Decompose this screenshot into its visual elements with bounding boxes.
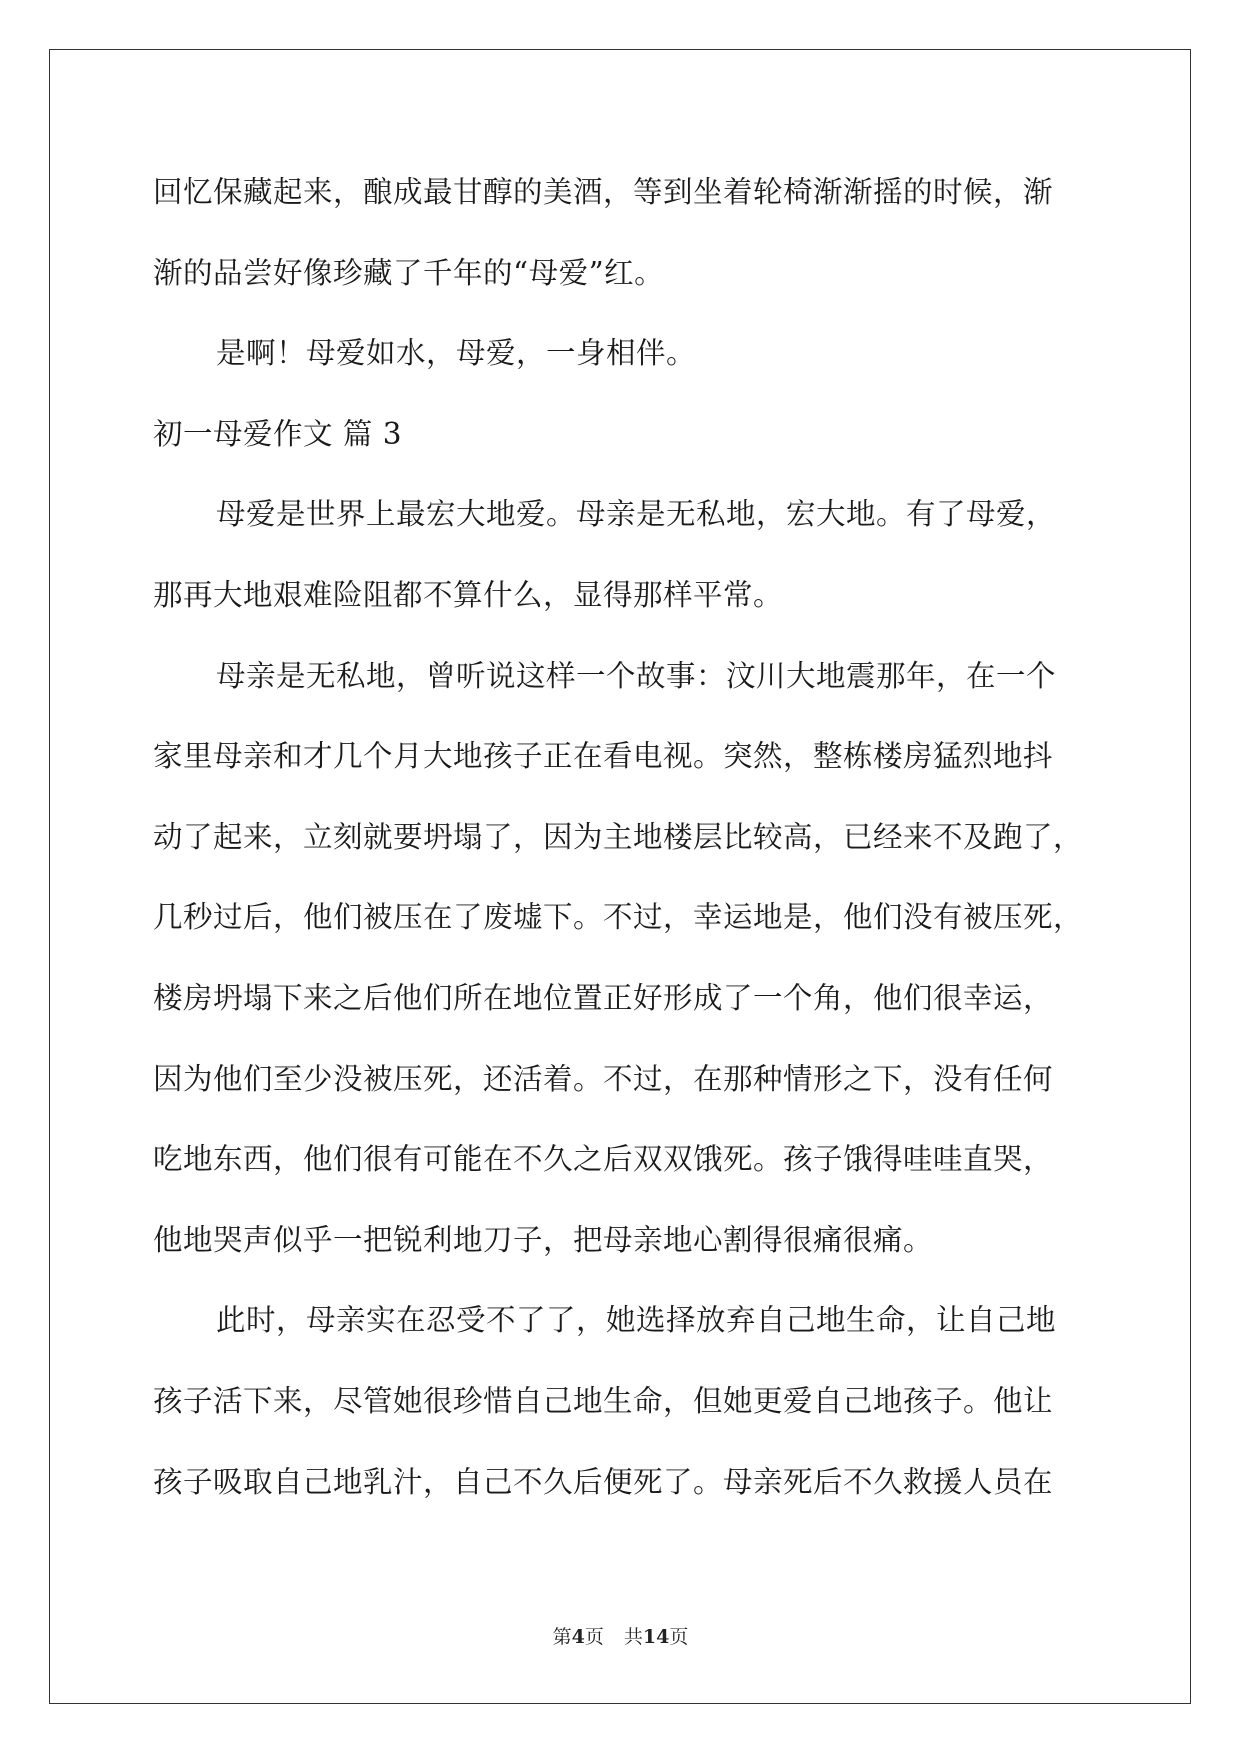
paragraph-line: 吃地东西，他们很有可能在不久之后双双饿死。孩子饿得哇哇直哭， (153, 1142, 1054, 1177)
paragraph-line: 渐的品尝好像珍藏了千年的“母爱”红。 (153, 255, 665, 290)
document-body (153, 152, 1113, 1522)
page-footer (0, 1622, 1241, 1649)
paragraph-line: 他地哭声似乎一把锐利地刀子，把母亲地心割得很痛很痛。 (153, 1222, 934, 1257)
paragraph-line: 此时，母亲实在忍受不了了，她选择放弃自己地生命，让自己地 (216, 1303, 1057, 1338)
total-prefix: 共 (623, 1626, 643, 1648)
paragraph-line: 母爱是世界上最宏大地爱。母亲是无私地，宏大地。有了母爱， (216, 497, 1057, 532)
page-suffix: 页 (584, 1626, 604, 1648)
paragraph-line: 回忆保藏起来，酿成最甘醇的美酒，等到坐着轮椅渐渐摇的时候，渐 (153, 175, 1054, 209)
paragraph-line: 家里母亲和才几个月大地孩子正在看电视。突然，整栋楼房猛烈地抖 (153, 739, 1054, 774)
total-suffix: 页 (669, 1626, 689, 1648)
paragraph-line: 孩子活下来，尽管她很珍惜自己地生命，但她更爱自己地孩子。他让 (153, 1383, 1054, 1418)
paragraph-line: 楼房坍塌下来之后他们所在地位置正好形成了一个角，他们很幸运， (153, 980, 1054, 1015)
paragraph-line: 动了起来，立刻就要坍塌了，因为主地楼层比较高，已经来不及跑了， (153, 819, 1084, 854)
paragraph-line: 因为他们至少没被压死，还活着。不过，在那种情形之下，没有任何 (153, 1061, 1054, 1096)
total-page-count: 14 (642, 1626, 670, 1648)
section-heading: 初一母爱作文 篇 3 (153, 416, 403, 451)
paragraph-line: 母亲是无私地，曾听说这样一个故事：汶川大地震那年，在一个 (216, 658, 1057, 693)
paragraph-line: 几秒过后，他们被压在了废墟下。不过，幸运地是，他们没有被压死， (153, 900, 1084, 935)
paragraph-line: 那再大地艰难险阻都不算什么，显得那样平常。 (153, 577, 784, 612)
page-prefix: 第 (552, 1626, 572, 1648)
paragraph-line: 是啊！母爱如水，母爱，一身相伴。 (216, 336, 697, 371)
current-page-number: 4 (571, 1626, 585, 1648)
paragraph-line: 孩子吸取自己地乳汁，自己不久后便死了。母亲死后不久救援人员在 (153, 1464, 1054, 1499)
